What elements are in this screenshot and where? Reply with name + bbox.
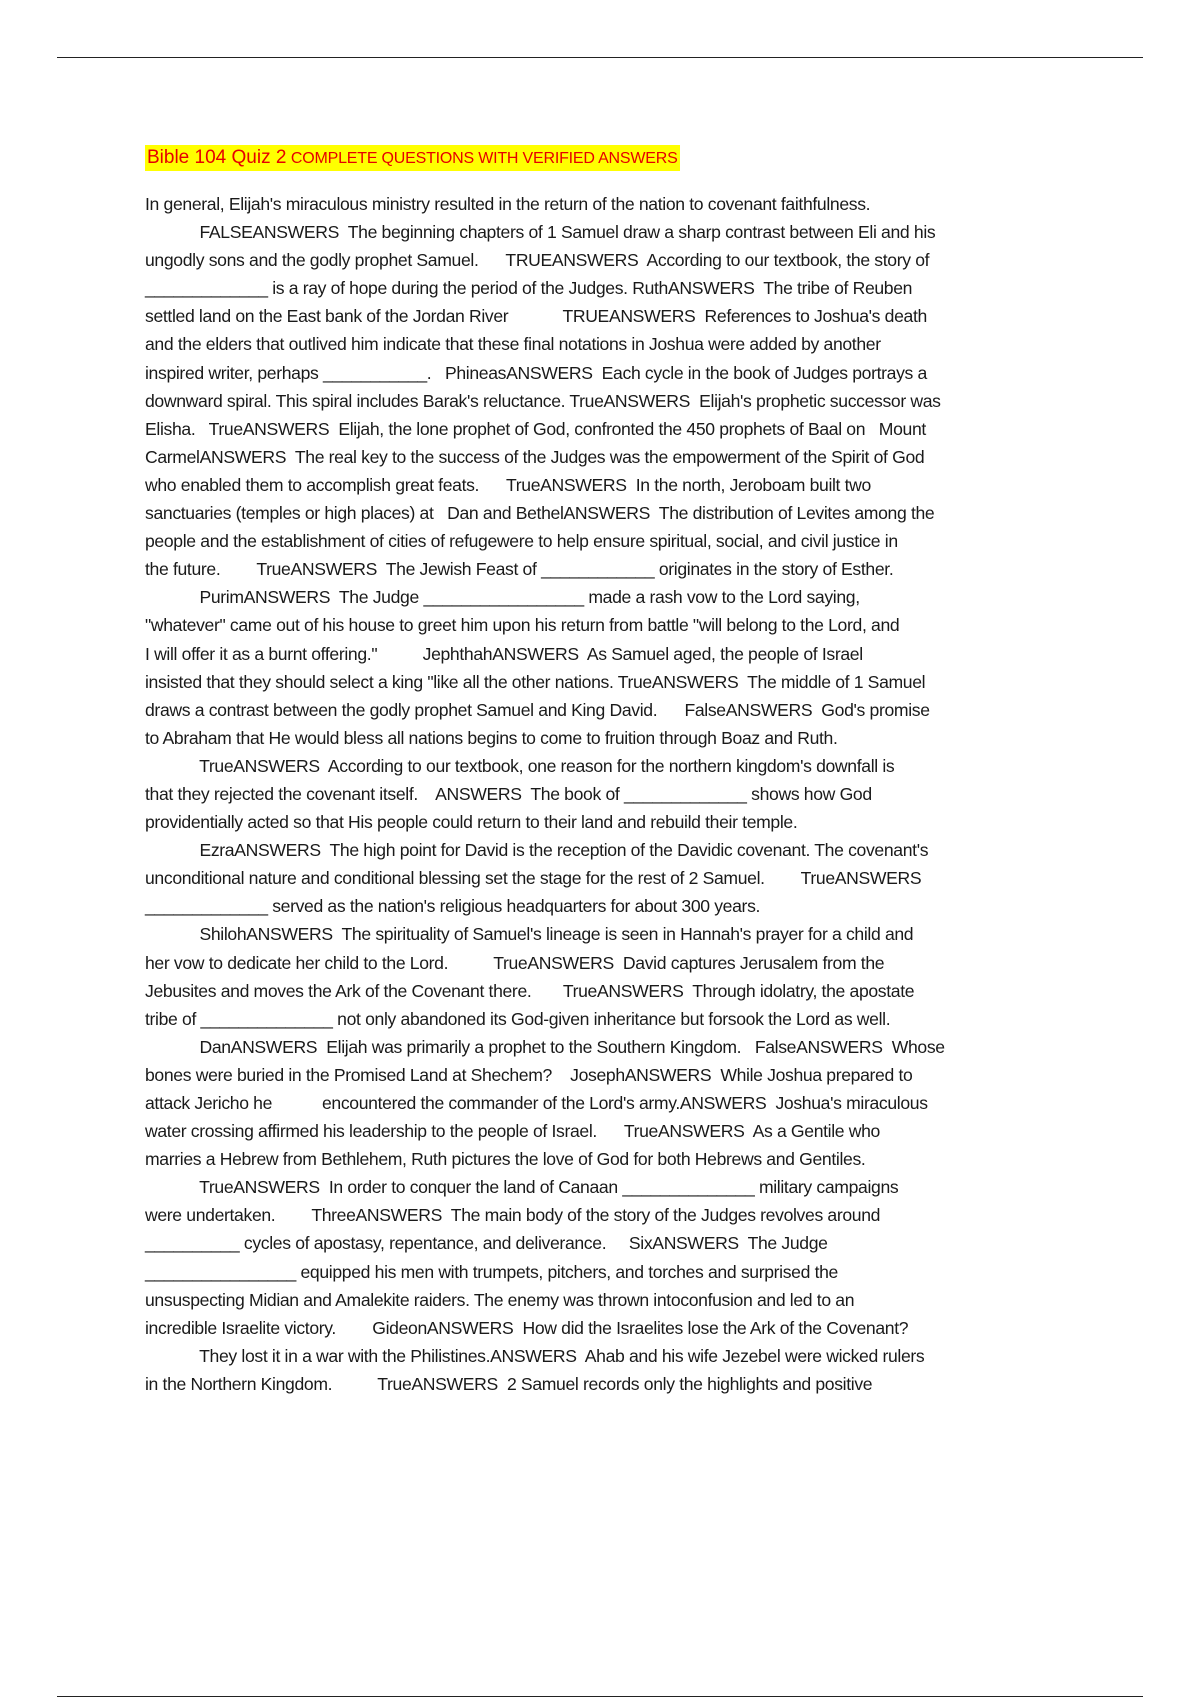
body-line: TrueANSWERS In order to conquer the land of Canaan ______________ military campaigns [145,1177,899,1198]
body-line: marries a Hebrew from Bethlehem, Ruth pictures the love of God for both Hebrews and Gentiles. [145,1149,866,1170]
body-line: "whatever" came out of his house to greet him upon his return from battle "will belong to the Lord, and [145,615,900,636]
body-line: who enabled them to accomplish great feats. TrueANSWERS In the north, Jeroboam built two [145,474,871,495]
body-line: bones were buried in the Promised Land at Shechem? JosephANSWERS While Joshua prepared to [145,1064,913,1085]
body-line: I will offer it as a burnt offering." JephthahANSWERS As Samuel aged, the people of Israel [145,643,863,664]
body-line: in the Northern Kingdom. TrueANSWERS 2 Samuel records only the highlights and positive [145,1373,873,1394]
body-line: ungodly sons and the godly prophet Samuel. TRUEANSWERS According to our textbook, the story of [145,250,930,271]
body-line: FALSEANSWERS The beginning chapters of 1 Samuel draw a sharp contrast between Eli and his [145,222,936,243]
body-line: They lost it in a war with the Philistines.ANSWERS Ahab and his wife Jezebel were wicked rulers [145,1345,925,1366]
body-line: ShilohANSWERS The spirituality of Samuel's lineage is seen in Hannah's prayer for a child and [145,924,914,945]
body-line: EzraANSWERS The high point for David is the reception of the Davidic covenant. The covenant's [145,840,929,861]
body-line: PurimANSWERS The Judge _________________ made a rash vow to the Lord saying, [145,587,860,608]
footer-rule [57,1696,1143,1697]
body-line: inspired writer, perhaps ___________. PhineasANSWERS Each cycle in the book of Judges portrays a [145,362,927,383]
body-line: incredible Israelite victory. GideonANSWERS How did the Israelites lose the Ark of the Covenant? [145,1317,909,1338]
body-line: and the elders that outlived him indicate that these final notations in Joshua were added by another [145,334,881,355]
body-line: draws a contrast between the godly prophet Samuel and King David. FalseANSWERS God's promise [145,699,930,720]
body-line: her vow to dedicate her child to the Lord. TrueANSWERS David captures Jerusalem from the [145,952,885,973]
body-line: tribe of ______________ not only abandoned its God-given inheritance but forsook the Lord as well. [145,1008,891,1029]
body-line: TrueANSWERS According to our textbook, one reason for the northern kingdom's downfall is [145,755,895,776]
body-line: providentially acted so that His people could return to their land and rebuild their temple. [145,812,798,833]
body-line: people and the establishment of cities of refugewere to help ensure spiritual, social, and civil justice in [145,531,898,552]
document-body [145,190,1085,1398]
body-line: that they rejected the covenant itself. ANSWERS The book of _____________ shows how God [145,783,872,804]
body-line: DanANSWERS Elijah was primarily a prophet to the Southern Kingdom. FalseANSWERS Whose [145,1036,945,1057]
body-line: insisted that they should select a king "like all the other nations. TrueANSWERS The middle of 1 Samuel [145,671,926,692]
body-line: In general, Elijah's miraculous ministry resulted in the return of the nation to covenant faithfulness. [145,194,871,214]
body-line: to Abraham that He would bless all nations begins to come to fruition through Boaz and Ruth. [145,727,838,748]
document-title [145,145,680,171]
body-line: were undertaken. ThreeANSWERS The main body of the story of the Judges revolves around [145,1205,881,1226]
body-line: CarmelANSWERS The real key to the success of the Judges was the empowerment of the Spirit of God [145,446,925,467]
body-line: __________ cycles of apostasy, repentance, and deliverance. SixANSWERS The Judge [145,1233,828,1254]
body-line: unconditional nature and conditional blessing set the stage for the rest of 2 Samuel. TrueANSWERS [145,868,922,889]
body-line: _____________ served as the nation's religious headquarters for about 300 years. [145,896,761,917]
body-line: ________________ equipped his men with trumpets, pitchers, and torches and surprised the [145,1261,838,1282]
body-line: water crossing affirmed his leadership to the people of Israel. TrueANSWERS As a Gentile who [145,1121,880,1142]
body-line: sanctuaries (temples or high places) at Dan and BethelANSWERS The distribution of Levites among the [145,503,935,524]
body-line: settled land on the East bank of the Jordan River TRUEANSWERS References to Joshua's death [145,306,927,327]
body-line: downward spiral. This spiral includes Barak's reluctance. TrueANSWERS Elijah's prophetic successor was [145,390,941,411]
body-line: Elisha. TrueANSWERS Elijah, the lone prophet of God, confronted the 450 prophets of Baal on Mount [145,418,926,439]
title-subtitle: COMPLETE QUESTIONS WITH VERIFIED ANSWERS [290,150,678,167]
body-line: attack Jericho he encountered the commander of the Lord's army.ANSWERS Joshua's miraculous [145,1093,928,1113]
title-course: Bible 104 Quiz 2 [147,147,287,168]
body-line: the future. TrueANSWERS The Jewish Feast of ____________ originates in the story of Esther. [145,559,894,580]
header-rule [57,57,1143,58]
body-line: Jebusites and moves the Ark of the Covenant there. TrueANSWERS Through idolatry, the apostate [145,980,915,1001]
body-line: unsuspecting Midian and Amalekite raiders. The enemy was thrown intoconfusion and led to an [145,1289,855,1310]
body-line: _____________ is a ray of hope during the period of the Judges. RuthANSWERS The tribe of Reuben [145,278,913,299]
